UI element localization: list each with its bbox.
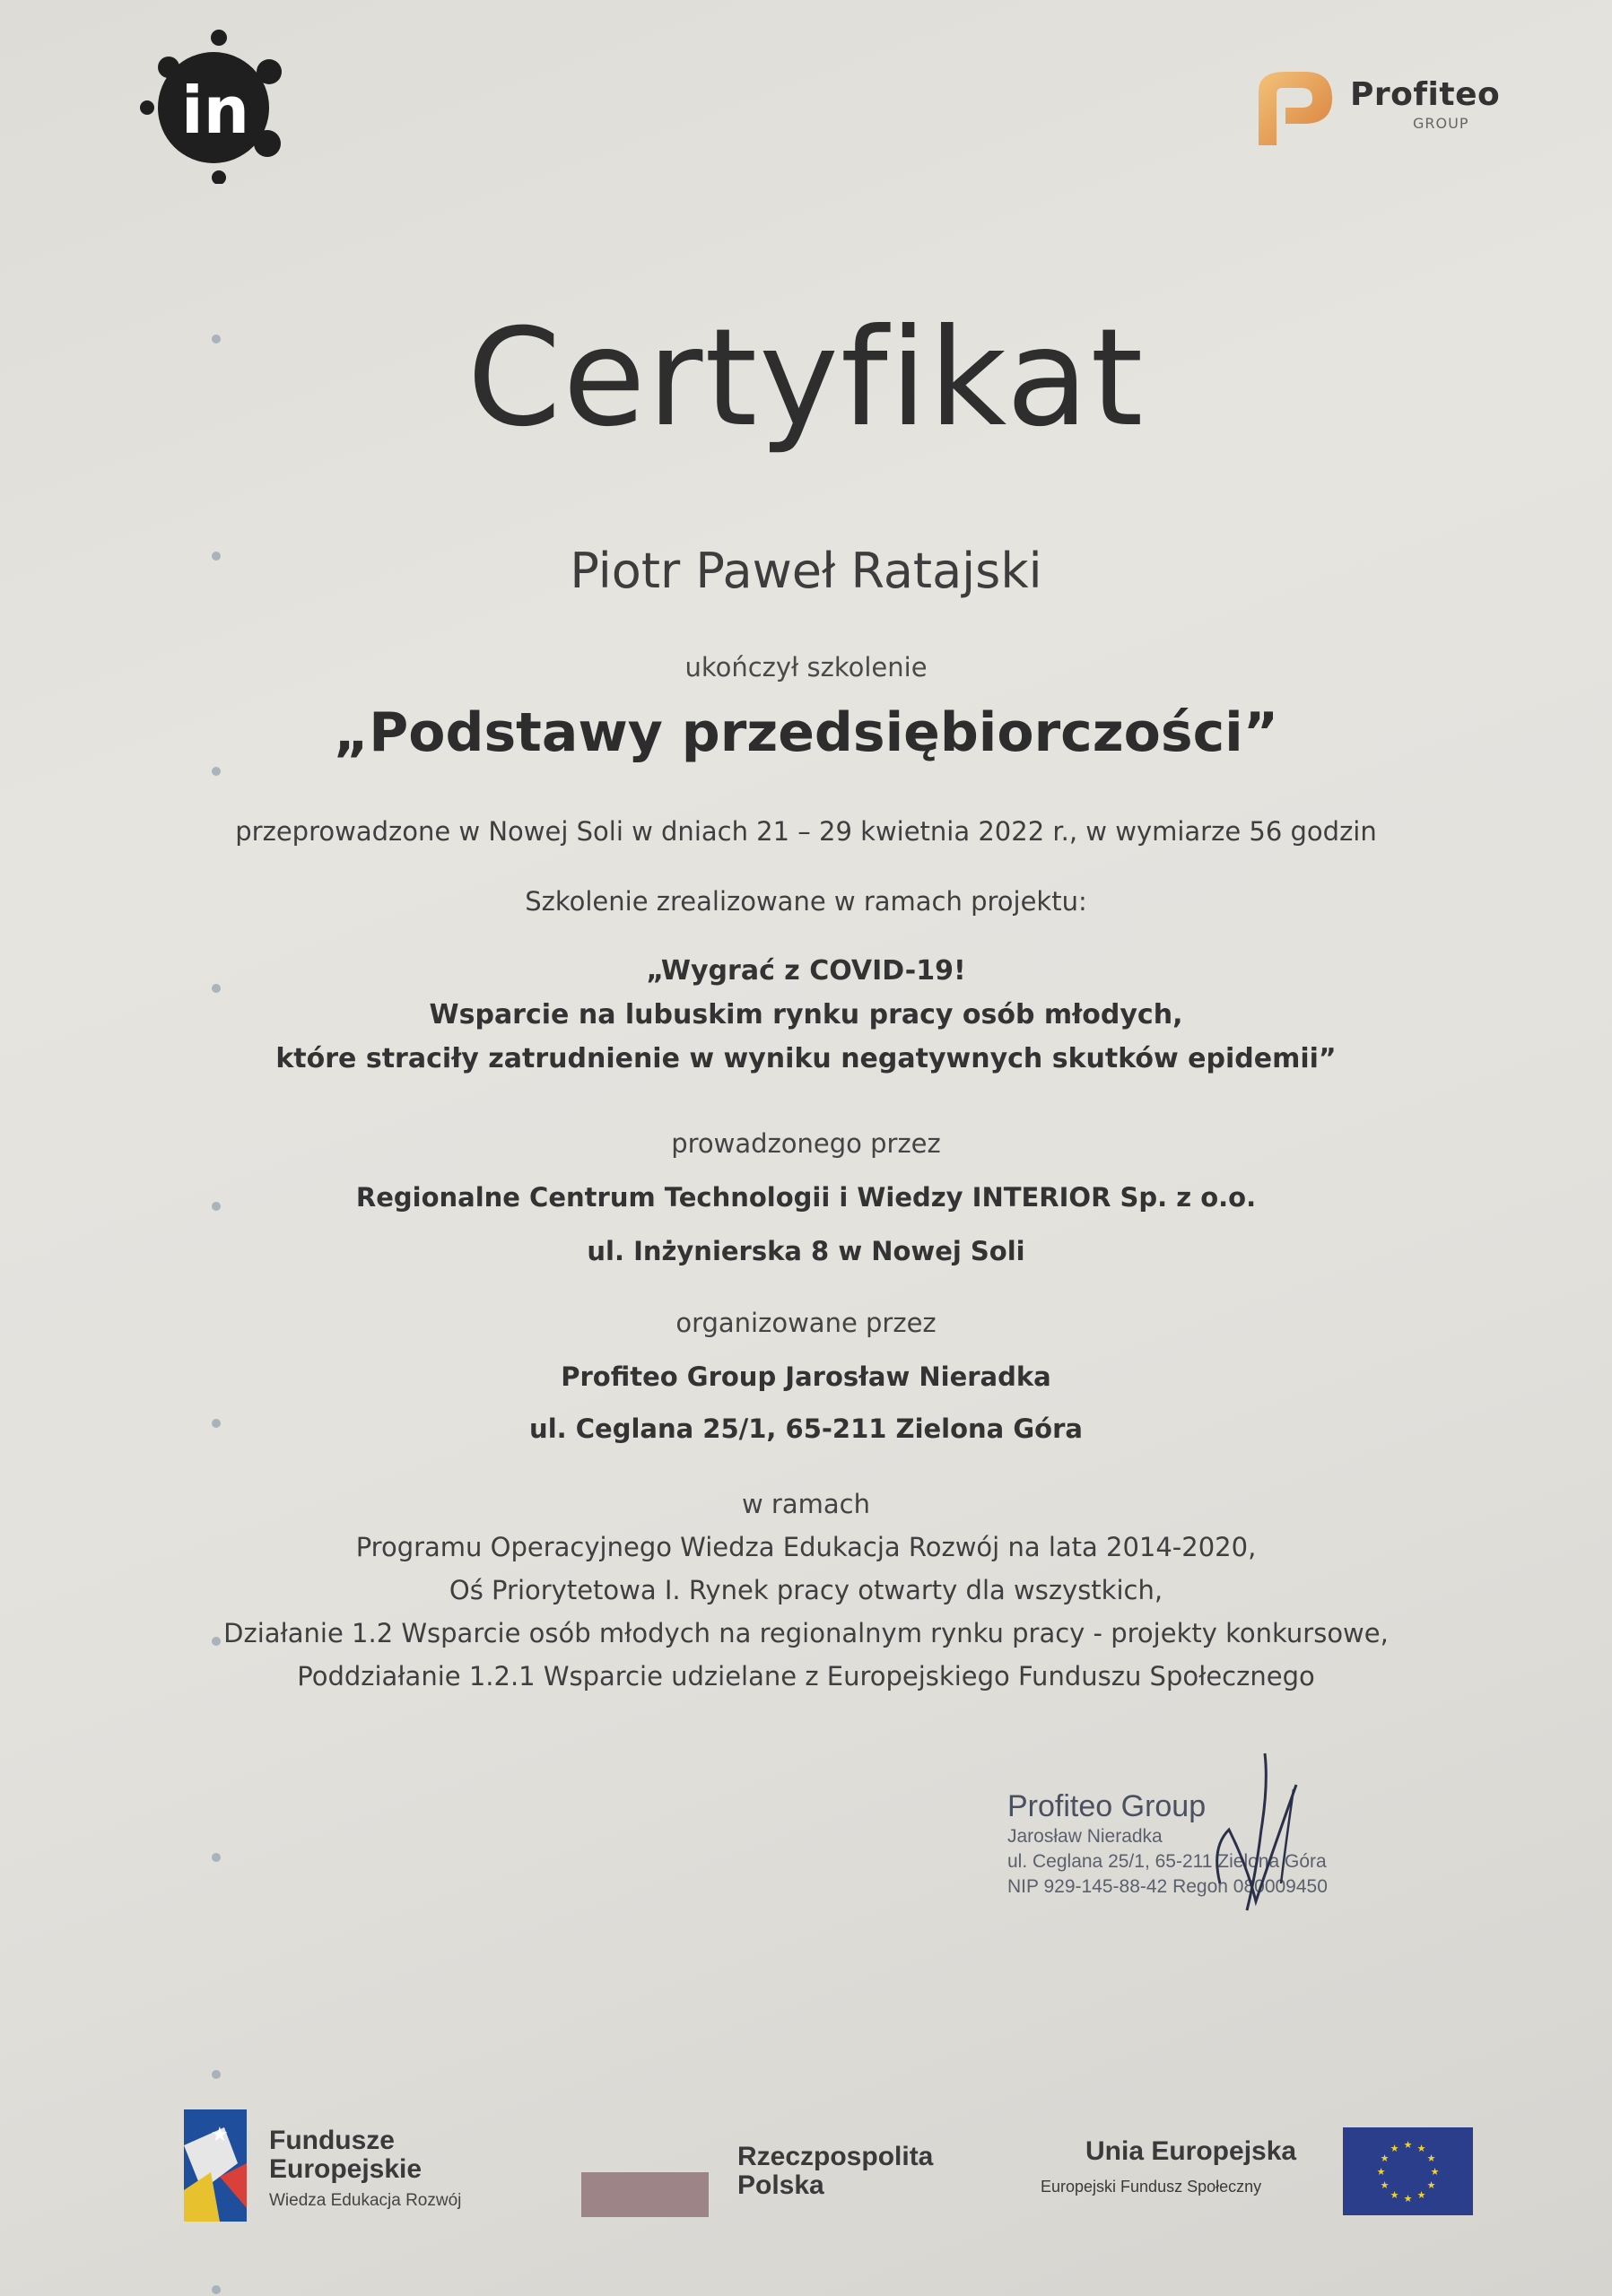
program-line: Oś Priorytetowa I. Rynek pracy otwarty dla wszystkich, (449, 1575, 1163, 1605)
eu-star-icon: ★ (1380, 2179, 1390, 2191)
project-line: Wsparcie na lubuskim rynku pracy osób młodych, (429, 999, 1183, 1031)
completed-text: ukończył szkolenie (684, 652, 928, 683)
interior-logo-text: in (181, 73, 249, 148)
fe-logo-line3: Wiedza Edukacja Rozwój (269, 2191, 462, 2210)
stamp-line: NIP 929-145-88-42 Regon 080009450 (1007, 1876, 1328, 1897)
organizer-address: ul. Ceglana 25/1, 65-211 Zielona Góra (529, 1413, 1083, 1444)
stamp-line: Jarosław Nieradka (1007, 1826, 1163, 1847)
punch-hole (212, 767, 221, 776)
profiteo-logo-name: Profiteo (1350, 76, 1501, 113)
eu-star-icon: ★ (1403, 2139, 1413, 2151)
within-label: w ramach (742, 1489, 870, 1519)
eu-star-icon: ★ (1376, 2166, 1386, 2178)
course-details: przeprowadzone w Nowej Soli w dniach 21 – 29 kwietnia 2022 r., w wymiarze 56 godzin (235, 816, 1377, 847)
eu-star-icon: ★ (1426, 2152, 1436, 2164)
eu-star-icon: ★ (1390, 2143, 1399, 2154)
stamp-line: ul. Ceglana 25/1, 65-211 Zielona Góra (1007, 1851, 1327, 1872)
organizer-name: Profiteo Group Jarosław Nieradka (561, 1361, 1051, 1392)
program-line: Poddziałanie 1.2.1 Wsparcie udzielane z Europejskiego Funduszu Społecznego (297, 1661, 1315, 1692)
poland-flag-icon (581, 2172, 709, 2217)
program-line: Programu Operacyjnego Wiedza Edukacja Rozwój na lata 2014-2020, (355, 1532, 1257, 1562)
program-line: Działanie 1.2 Wsparcie osób młodych na regionalnym rynku pracy - projekty konkursowe, (223, 1618, 1389, 1648)
pl-logo-line2: Polska (737, 2170, 824, 2200)
eu-star-icon: ★ (1390, 2189, 1399, 2201)
profiteo-logo-mark (1250, 65, 1339, 154)
conductor-name: Regionalne Centrum Technologii i Wiedzy INTERIOR Sp. z o.o. (355, 1182, 1257, 1213)
eu-star-icon: ★ (1403, 2193, 1413, 2205)
eu-logo-line2: Europejski Fundusz Społeczny (1041, 2178, 1262, 2196)
eu-star-icon: ★ (1416, 2143, 1426, 2154)
certificate-title: Certyfikat (466, 300, 1146, 457)
eu-star-icon: ★ (1426, 2179, 1436, 2191)
project-line: „Wygrać z COVID-19! (646, 955, 966, 987)
eu-star-icon: ★ (1430, 2166, 1440, 2178)
stamp-title: Profiteo Group (1007, 1789, 1207, 1823)
punch-hole (212, 1853, 221, 1862)
pl-logo-line1: Rzeczpospolita (737, 2142, 934, 2171)
fe-logo-line2: Europejskie (269, 2154, 423, 2184)
eu-star-icon: ★ (1380, 2152, 1390, 2164)
course-name: „Podstawy przedsiębiorczości” (333, 701, 1279, 764)
conductor-address: ul. Inżynierska 8 w Nowej Soli (587, 1236, 1025, 1266)
eu-logo-line1: Unia Europejska (1085, 2136, 1297, 2166)
profiteo-logo-sub: GROUP (1413, 115, 1469, 132)
project-line: które straciły zatrudnienie w wyniku negatywnych skutków epidemii” (275, 1043, 1337, 1074)
interior-logo (135, 27, 287, 184)
fe-logo-line1: Fundusze (269, 2126, 395, 2155)
organized-by-label: organizowane przez (675, 1308, 937, 1338)
eu-star-icon: ★ (1416, 2189, 1426, 2201)
fundusze-europejskie-logo (184, 2109, 247, 2222)
conducted-by-label: prowadzonego przez (671, 1128, 941, 1159)
punch-hole (212, 2070, 221, 2079)
svg-text:★: ★ (211, 2124, 229, 2146)
eu-flag-icon (1343, 2127, 1473, 2215)
punch-hole (212, 2285, 221, 2294)
signature (1193, 1749, 1399, 1919)
recipient-name: Piotr Paweł Ratajski (570, 543, 1042, 599)
project-intro: Szkolenie zrealizowane w ramach projektu: (525, 886, 1087, 917)
